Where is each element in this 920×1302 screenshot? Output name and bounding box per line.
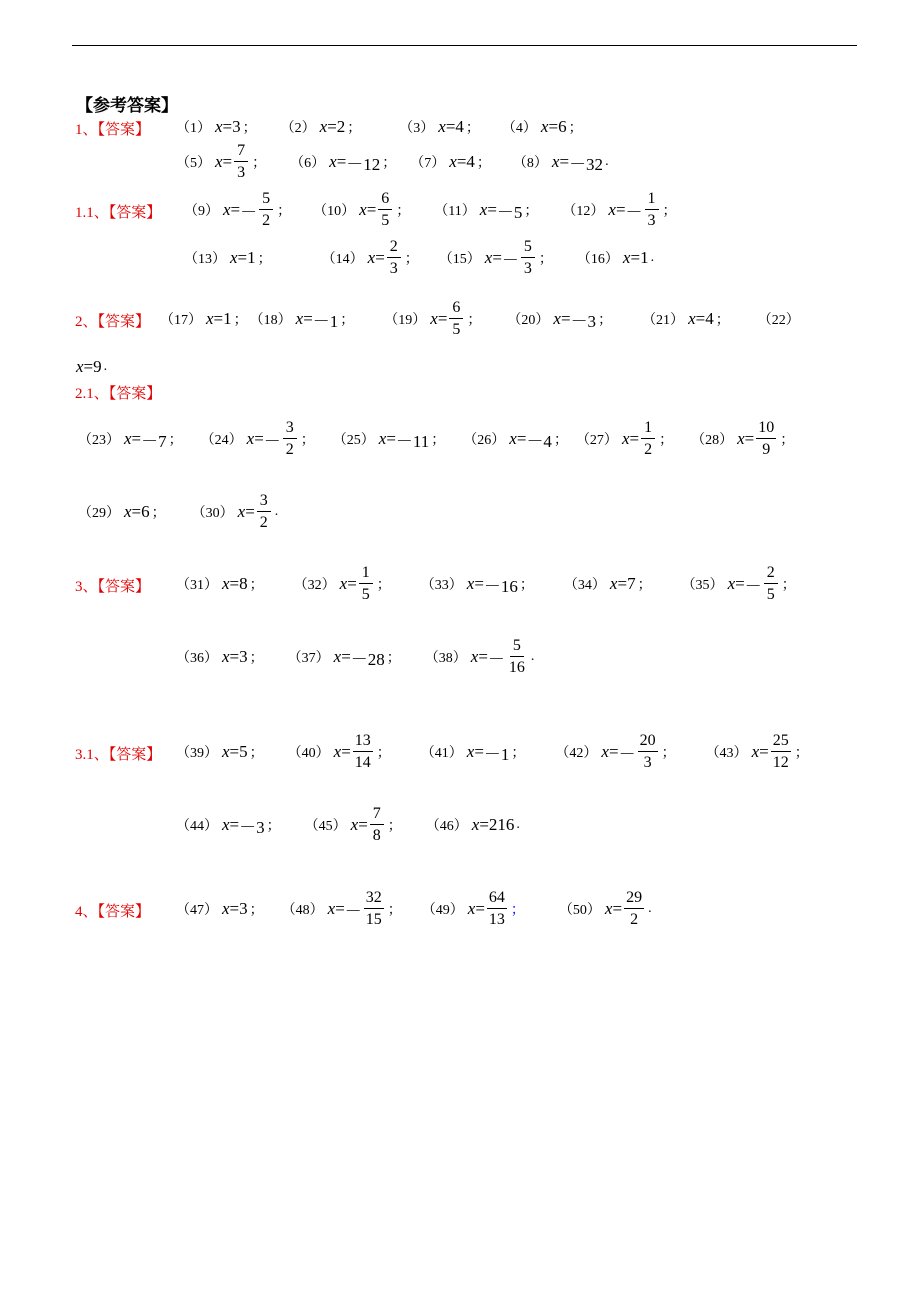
answer-item: （3） x = 4 ； — [399, 117, 480, 136]
answer-item: （33） x = －16 ； — [420, 574, 534, 596]
answer-row — [184, 190, 677, 229]
answer-item: （34） x = 7 ； — [563, 574, 652, 593]
section-label-1-1: 1.1、【答案】 — [75, 205, 162, 221]
answer-item: （25） x = －11 ； — [332, 429, 446, 451]
answer-item: （41） x = －1 ； — [420, 742, 526, 764]
answer-row — [176, 889, 652, 928]
fraction: $\frac{6}{5}$ — [449, 300, 463, 338]
header-rule — [72, 45, 857, 46]
answer-row — [176, 637, 535, 676]
answer-item-continued: x = 9 . — [76, 357, 108, 376]
answer-item: （31） x = 8 ； — [176, 574, 264, 593]
fraction: $\frac{7}{3}$ — [234, 143, 248, 181]
answer-item: （21） x = 4 ； — [642, 309, 730, 328]
answer-item: （24） x = － $\frac{3}{2}$ ； — [200, 419, 315, 458]
answer-item: （19） x = $\frac{6}{5}$ ； — [384, 299, 482, 338]
answer-item: （10） x = $\frac{6}{5}$ ； — [313, 190, 411, 229]
answer-row — [184, 238, 655, 277]
answer-item: （27） x = $\frac{1}{2}$ ； — [575, 419, 674, 458]
answer-item: （30） x = $\frac{3}{2}$ . — [191, 492, 279, 531]
answer-item: （16） x = 1 . — [576, 248, 655, 267]
answer-item: （20） x = －3 ； — [507, 309, 613, 331]
answer-item: （26） x = －4 ； — [463, 429, 568, 451]
answer-item: （5） x = $\frac{7}{3}$ ； — [176, 142, 267, 181]
answer-item: （14） x = $\frac{2}{3}$ ； — [321, 238, 419, 277]
answer-item: （17） x = 1 ； — [160, 309, 248, 328]
answer-item: （6） x = －12 ； — [290, 152, 397, 174]
answer-item: （9） x = － $\frac{5}{2}$ ； — [184, 190, 292, 229]
fraction: $\frac{3}{2}$ — [283, 420, 297, 458]
fraction: $\frac{10}{9}$ — [758, 419, 775, 458]
answer-item: （12） x = － $\frac{1}{3}$ ； — [562, 190, 677, 229]
answer-row — [176, 805, 520, 844]
answer-item: （46） x = 216 . — [425, 815, 520, 834]
fraction: $\frac{13}{14}$ — [354, 732, 371, 771]
answer-item: （39） x = 5 ； — [176, 742, 264, 761]
fraction: $\frac{1}{3}$ — [645, 191, 659, 229]
answer-item: （50） x = $\frac{29}{2}$ . — [558, 889, 652, 928]
fraction: $\frac{29}{2}$ — [626, 889, 643, 928]
answer-item: （13） x = 1 ； — [184, 248, 272, 267]
fraction: $\frac{32}{15}$ — [365, 889, 382, 928]
answer-item: （18） x = －1 ； — [249, 309, 355, 331]
fraction: $\frac{5}{16}$ — [508, 637, 525, 676]
section-label-3: 3、【答案】 — [75, 579, 151, 595]
answer-item: （49） x = $\frac{64}{13}$ ； — [421, 889, 525, 928]
fraction: $\frac{2}{5}$ — [764, 565, 778, 603]
fraction: $\frac{1}{2}$ — [641, 420, 655, 458]
answer-item: （38） x = － $\frac{5}{16}$ . — [424, 637, 535, 676]
answer-item: （7） x = 4 ； — [410, 152, 491, 171]
fraction: $\frac{5}{2}$ — [259, 191, 273, 229]
answer-item: （1） x = 3 ； — [176, 117, 257, 136]
answer-row — [176, 142, 609, 181]
section-label-4: 4、【答案】 — [75, 904, 151, 920]
answer-item: （40） x = $\frac{13}{14}$ ； — [287, 732, 391, 771]
answer-item: （32） x = $\frac{1}{5}$ ； — [293, 564, 391, 603]
answer-item: （22） — [757, 313, 800, 328]
page-title: 【参考答案】 — [76, 96, 178, 115]
answer-item: （43） x = $\frac{25}{12}$ ； — [705, 732, 809, 771]
section-label-2-1: 2.1、【答案】 — [75, 386, 162, 402]
answer-item: （45） x = $\frac{7}{8}$ ； — [304, 805, 402, 844]
fraction: $\frac{64}{13}$ — [488, 889, 505, 928]
fraction: $\frac{1}{5}$ — [359, 565, 373, 603]
answer-row — [78, 419, 795, 458]
answer-item: （44） x = －3 ； — [176, 815, 281, 837]
answer-row — [78, 492, 279, 531]
answer-item: （28） x = $\frac{10}{9}$ ； — [691, 419, 795, 458]
answer-item: （15） x = － $\frac{5}{3}$ ； — [438, 238, 553, 277]
answer-item: （35） x = － $\frac{2}{5}$ ； — [681, 564, 796, 603]
section-label-2: 2、【答案】 — [75, 314, 151, 330]
section-label-3-1: 3.1、【答案】 — [75, 747, 162, 763]
answer-item: （23） x = －7 ； — [78, 429, 183, 451]
answer-item: （47） x = 3 ； — [176, 899, 264, 918]
answer-item: （42） x = － $\frac{20}{3}$ ； — [555, 732, 676, 771]
answer-row — [160, 299, 804, 338]
answer-item: （11） x = －5 ； — [434, 200, 539, 222]
answer-item: （4） x = 6 ； — [501, 117, 583, 136]
fraction: $\frac{7}{8}$ — [370, 806, 384, 844]
answer-row — [76, 357, 107, 377]
fraction: $\frac{20}{3}$ — [639, 732, 656, 771]
answer-item: （29） x = 6 ； — [78, 502, 166, 521]
answer-row — [176, 564, 796, 603]
fraction: $\frac{3}{2}$ — [257, 493, 271, 531]
answer-item: （48） x = － $\frac{32}{15}$ ； — [281, 889, 402, 928]
answer-row — [176, 117, 583, 137]
fraction: $\frac{25}{12}$ — [772, 732, 789, 771]
answer-item: （36） x = 3 ； — [176, 647, 264, 666]
answer-item: （37） x = －28 ； — [287, 647, 401, 669]
fraction: $\frac{6}{5}$ — [378, 191, 392, 229]
answer-item: （2） x = 2 ； — [280, 117, 362, 136]
answer-row — [176, 732, 809, 771]
section-label-1: 1、【答案】 — [75, 122, 151, 138]
answer-item: （8） x = －32 . — [512, 152, 609, 174]
fraction: $\frac{5}{3}$ — [521, 239, 535, 277]
fraction: $\frac{2}{3}$ — [387, 239, 401, 277]
